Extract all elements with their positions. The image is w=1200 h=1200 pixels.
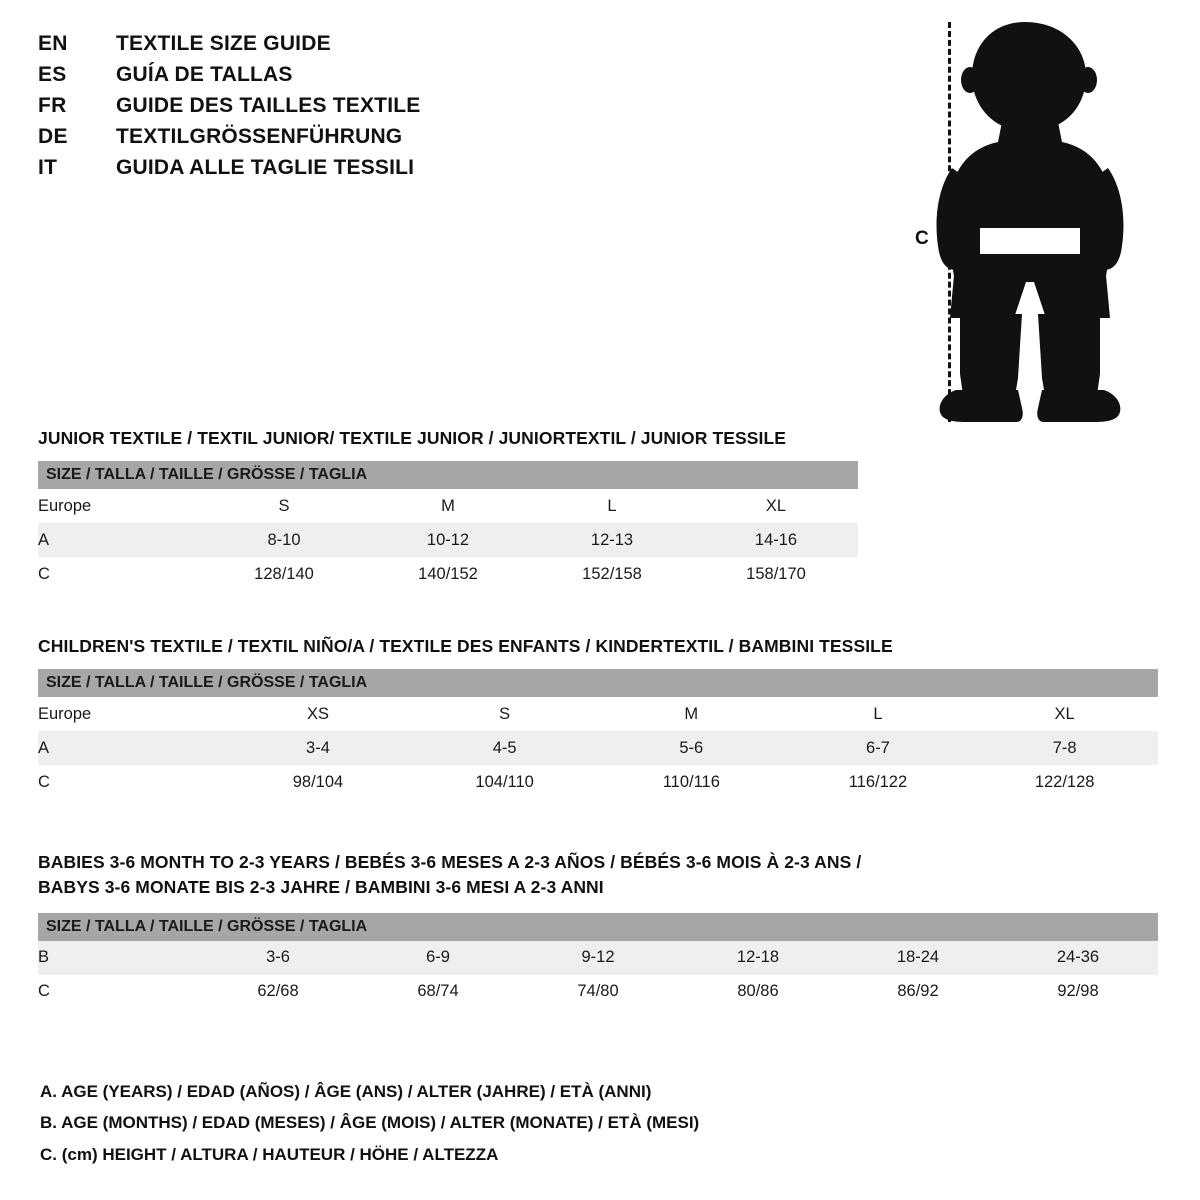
table-header-row (38, 697, 1158, 731)
cell: 68/74 (358, 975, 518, 1009)
table-row (38, 975, 1158, 1009)
size-band-junior: SIZE / TALLA / TAILLE / GRÖSSE / TAGLIA (38, 461, 858, 489)
table-row (38, 557, 858, 591)
cell: 152/158 (530, 557, 694, 591)
language-title: GUIDE DES TAILLES TEXTILE (116, 94, 421, 117)
cell: 14-16 (694, 523, 858, 557)
row-label: C (38, 765, 225, 799)
language-code: FR (38, 94, 67, 117)
section-title: JUNIOR TEXTILE / TEXTIL JUNIOR/ TEXTILE JUNIOR / JUNIORTEXTIL / JUNIOR TESSILE (38, 428, 787, 448)
legend-notes (40, 1076, 1040, 1170)
babies-size-table (38, 941, 1158, 1009)
row-label: A (38, 523, 202, 557)
section-title-line1: BABIES 3-6 MONTH TO 2-3 YEARS / BEBÉS 3-6 MESES A 2-3 AÑOS / BÉBÉS 3-6 MOIS À 2-3 ANS / (38, 852, 862, 872)
column-header: S (202, 489, 366, 523)
legend-note-a: A. AGE (YEARS) / EDAD (AÑOS) / ÂGE (ANS) / ALTER (JAHRE) / ETÀ (ANNI) (40, 1081, 652, 1101)
child-silhouette-icon (930, 18, 1130, 433)
language-code: DE (38, 125, 68, 148)
cell: 24-36 (998, 941, 1158, 975)
language-title: TEXTILGRÖSSENFÜHRUNG (116, 125, 403, 148)
cell: 18-24 (838, 941, 998, 975)
language-title: GUÍA DE TALLAS (116, 63, 293, 86)
table-row (38, 941, 1158, 975)
language-row (38, 156, 638, 187)
column-header-europe: Europe (38, 697, 225, 731)
cell: 5-6 (598, 731, 785, 765)
children-size-table (38, 697, 1158, 799)
column-header: L (530, 489, 694, 523)
cell: 6-7 (785, 731, 972, 765)
table-header-row (38, 489, 858, 523)
language-row (38, 125, 638, 156)
language-title: TEXTILE SIZE GUIDE (116, 32, 331, 55)
cell: 104/110 (411, 765, 598, 799)
column-header: XL (971, 697, 1158, 731)
language-row (38, 63, 638, 94)
column-header: XL (694, 489, 858, 523)
cell: 86/92 (838, 975, 998, 1009)
size-band-babies: SIZE / TALLA / TAILLE / GRÖSSE / TAGLIA (38, 913, 1158, 941)
cell: 7-8 (971, 731, 1158, 765)
height-marker-label: C (915, 228, 929, 249)
cell: 4-5 (411, 731, 598, 765)
section-babies (38, 850, 1158, 1009)
column-header: S (411, 697, 598, 731)
cell: 3-4 (225, 731, 412, 765)
cell: 62/68 (198, 975, 358, 1009)
section-children (38, 636, 1158, 799)
legend-note-c: C. (cm) HEIGHT / ALTURA / HAUTEUR / HÖHE / ALTEZZA (40, 1144, 499, 1164)
row-label: B (38, 941, 198, 975)
column-header: M (366, 489, 530, 523)
cell: 10-12 (366, 523, 530, 557)
cell: 12-18 (678, 941, 838, 975)
column-header: M (598, 697, 785, 731)
language-row (38, 32, 638, 63)
cell: 80/86 (678, 975, 838, 1009)
language-row (38, 94, 638, 125)
column-header-europe: Europe (38, 489, 202, 523)
table-row (38, 765, 1158, 799)
junior-size-table (38, 489, 858, 591)
cell: 74/80 (518, 975, 678, 1009)
cell: 92/98 (998, 975, 1158, 1009)
section-junior (38, 428, 858, 591)
row-label: C (38, 975, 198, 1009)
figure-area (890, 10, 1170, 430)
table-row (38, 731, 1158, 765)
row-label: C (38, 557, 202, 591)
language-title: GUIDA ALLE TAGLIE TESSILI (116, 156, 415, 179)
table-row (38, 523, 858, 557)
column-header: XS (225, 697, 412, 731)
cell: 110/116 (598, 765, 785, 799)
section-title: CHILDREN'S TEXTILE / TEXTIL NIÑO/A / TEXTILE DES ENFANTS / KINDERTEXTIL / BAMBINI TESSILE (38, 636, 893, 656)
cell: 98/104 (225, 765, 412, 799)
column-header: L (785, 697, 972, 731)
section-title-line2: BABYS 3-6 MONATE BIS 2-3 JAHRE / BAMBINI 3-6 MESI A 2-3 ANNI (38, 877, 604, 898)
cell: 6-9 (358, 941, 518, 975)
language-code: EN (38, 32, 68, 55)
row-label: A (38, 731, 225, 765)
cell: 140/152 (366, 557, 530, 591)
cell: 122/128 (971, 765, 1158, 799)
cell: 116/122 (785, 765, 972, 799)
legend-note-b: B. AGE (MONTHS) / EDAD (MESES) / ÂGE (MOIS) / ALTER (MONATE) / ETÀ (MESI) (40, 1113, 700, 1133)
cell: 128/140 (202, 557, 366, 591)
size-band-children: SIZE / TALLA / TAILLE / GRÖSSE / TAGLIA (38, 669, 1158, 697)
cell: 3-6 (198, 941, 358, 975)
cell: 8-10 (202, 523, 366, 557)
language-header (38, 32, 638, 187)
language-code: ES (38, 63, 67, 86)
cell: 158/170 (694, 557, 858, 591)
language-code: IT (38, 156, 58, 179)
cell: 12-13 (530, 523, 694, 557)
cell: 9-12 (518, 941, 678, 975)
